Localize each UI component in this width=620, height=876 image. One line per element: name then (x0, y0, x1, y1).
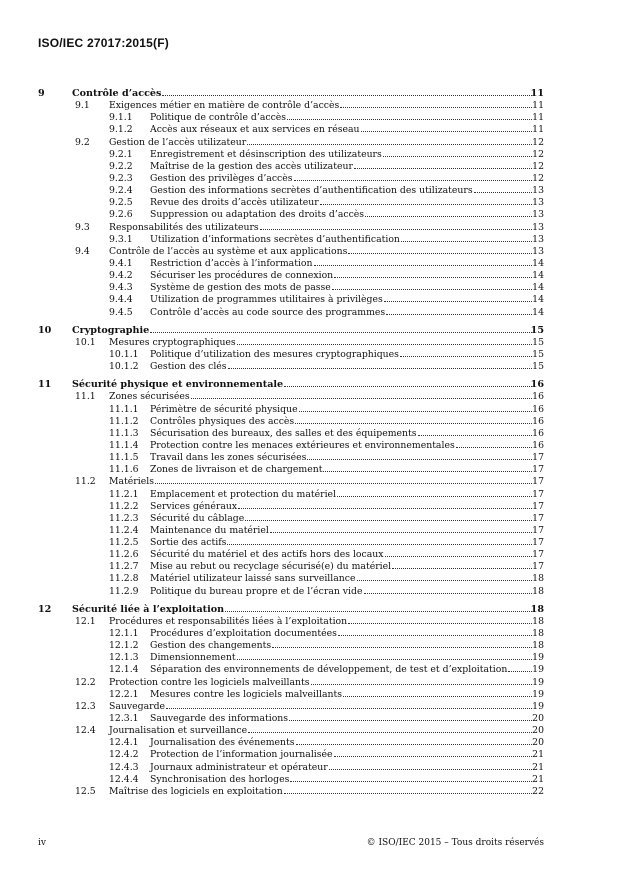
toc-entry-title: Contrôle de l’accès au système et aux applications (109, 245, 348, 257)
dot-leader (290, 781, 532, 782)
toc-entry-number: 9.2.2 (109, 160, 133, 172)
toc-entry[interactable] (38, 573, 544, 585)
toc-entry[interactable] (38, 258, 544, 270)
dot-leader (260, 229, 532, 230)
toc-entry-number: 12.2.1 (109, 688, 139, 700)
dot-leader (247, 144, 532, 145)
toc-entry[interactable] (38, 349, 544, 361)
toc-entry-page: 12 (532, 148, 544, 160)
toc-entry-title: Zones sécurisées (109, 391, 190, 403)
toc-entry-page: 13 (532, 221, 544, 233)
toc-entry-number: 12.2 (75, 676, 96, 688)
dot-leader (348, 623, 532, 624)
toc-entry-title: Gestion des clés (150, 361, 227, 373)
toc-entry-title: Sécurité du matériel et des actifs hors des locaux (150, 549, 384, 561)
toc-entry-page: 11 (532, 124, 544, 136)
toc-entry-number: 9.2.6 (109, 209, 133, 221)
toc-entry-number: 12.3 (75, 700, 96, 712)
toc-entry-title: Utilization de programmes utilitaires à privilèges (150, 294, 383, 306)
toc-entry-number: 12.4.1 (109, 737, 139, 749)
toc-entry-page: 17 (532, 524, 544, 536)
toc-entry-title: Mise au rebut ou recyclage sécurisé(e) du matériel (150, 561, 392, 573)
toc-entry[interactable] (38, 88, 544, 100)
dot-leader (348, 253, 532, 254)
dot-leader (284, 386, 532, 387)
dot-leader (237, 659, 532, 660)
dot-leader (284, 793, 532, 794)
toc-entry[interactable] (38, 416, 544, 428)
dot-leader (296, 744, 532, 745)
dot-leader (162, 95, 532, 96)
toc-entry-title: Matériels (109, 476, 154, 488)
dot-leader (307, 459, 532, 460)
dot-leader (332, 289, 532, 290)
toc-entry-title: Dimensionnement (150, 652, 236, 664)
toc-entry[interactable] (38, 786, 544, 798)
toc-entry[interactable] (38, 246, 544, 258)
toc-entry-title: Sortie des actifs (150, 537, 227, 549)
toc-entry-number: 12.4.2 (109, 749, 139, 761)
toc-entry-title: Maîtrise des logiciels en exploitation (109, 785, 283, 797)
toc-entry[interactable] (38, 476, 544, 488)
page-footer (38, 838, 544, 850)
dot-leader (456, 447, 532, 448)
dot-leader (385, 556, 533, 557)
toc-entry-title: Maîtrise de la gestion des accès utilizateur (150, 160, 353, 172)
page-number: iv (38, 838, 46, 848)
toc-entry-number: 12.1 (75, 615, 96, 627)
toc-entry-number: 9.2 (75, 136, 90, 148)
toc-entry[interactable] (38, 749, 544, 761)
toc-entry-number: 12.4.4 (109, 773, 139, 785)
toc-entry[interactable] (38, 701, 544, 713)
toc-entry-title: Sauvegarde (109, 700, 166, 712)
toc-entry-title: Exigences métier en matière de contrôle d’accès (109, 100, 340, 112)
toc-entry-number: 11.1.5 (109, 452, 139, 464)
toc-entry-page: 16 (532, 403, 544, 415)
toc-entry-title: Emplacement et protection du matériel (150, 488, 337, 500)
toc-entry-number: 11.2.1 (109, 488, 139, 500)
toc-entry-page: 11 (532, 100, 544, 112)
dot-leader (329, 769, 532, 770)
copyright-notice: © ISO/IEC 2015 – Tous droits réservés (366, 838, 544, 848)
toc-entry-page: 17 (532, 488, 544, 500)
dot-leader (338, 635, 532, 636)
toc-entry-page: 19 (532, 652, 544, 664)
toc-entry-page: 18 (532, 615, 544, 627)
toc-entry[interactable] (38, 379, 544, 391)
toc-entry-page: 17 (532, 549, 544, 561)
toc-entry-number: 12.5 (75, 785, 96, 797)
dot-leader (248, 732, 532, 733)
toc-entry[interactable] (38, 325, 544, 337)
toc-entry[interactable] (38, 616, 544, 628)
dot-leader (340, 107, 532, 108)
toc-entry-title: Sauvegarde des informations (150, 713, 289, 725)
dot-leader (323, 471, 532, 472)
toc-entry[interactable] (38, 222, 544, 234)
dot-leader (299, 411, 532, 412)
toc-entry-page: 13 (532, 185, 544, 197)
toc-entry-page: 12 (532, 136, 544, 148)
toc-entry-title: Journaux administrateur et opérateur (150, 761, 328, 773)
toc-entry-title: Gestion des changements (150, 640, 272, 652)
dot-leader (392, 568, 532, 569)
toc-entry[interactable] (38, 452, 544, 464)
toc-entry-title: Contrôle d’accès (72, 88, 162, 99)
toc-entry-number: 12.4.3 (109, 761, 139, 773)
toc-entry-page: 20 (532, 713, 544, 725)
toc-entry[interactable] (38, 549, 544, 561)
toc-entry-page: 18 (532, 628, 544, 640)
toc-entry[interactable] (38, 713, 544, 725)
toc-entry[interactable] (38, 677, 544, 689)
dot-leader (227, 544, 532, 545)
document-id-header: ISO/IEC 27017:2015(F) (38, 36, 169, 50)
dot-leader (364, 593, 533, 594)
dot-leader (383, 156, 532, 157)
toc-entry-title: Synchronisation des horloges (150, 773, 290, 785)
toc-entry-number: 9.2.3 (109, 172, 133, 184)
toc-entry[interactable] (38, 774, 544, 786)
toc-entry[interactable] (38, 640, 544, 652)
toc-entry[interactable] (38, 664, 544, 676)
toc-entry-number: 11.1.6 (109, 464, 139, 476)
toc-entry-number: 12 (38, 603, 52, 615)
toc-entry[interactable] (38, 737, 544, 749)
toc-entry-number: 9 (38, 88, 45, 99)
toc-entry-page: 18 (532, 573, 544, 585)
dot-leader (401, 241, 532, 242)
toc-entry-number: 10.1.2 (109, 361, 139, 373)
toc-entry-title: Zones de livraison et de chargement (150, 464, 323, 476)
toc-entry-number: 9.4.3 (109, 282, 133, 294)
toc-entry-title: Sécurité liée à l’exploitation (72, 603, 225, 615)
toc-entry-number: 9.4 (75, 245, 90, 257)
toc-entry-title: Politique d’utilization des mesures cryptographiques (150, 348, 399, 360)
toc-entry-number: 9.3.1 (109, 233, 133, 245)
toc-entry-number: 11.2.4 (109, 524, 139, 536)
toc-entry-page: 11 (532, 112, 544, 124)
toc-entry-title: Responsabilités des utilizateurs (109, 221, 259, 233)
toc-entry-title: Enregistrement et désinscription des utilizateurs (150, 148, 382, 160)
toc-entry[interactable] (38, 149, 544, 161)
toc-entry[interactable] (38, 513, 544, 525)
toc-entry-page: 21 (532, 761, 544, 773)
toc-entry-page: 13 (532, 233, 544, 245)
dot-leader (166, 708, 532, 709)
toc-entry[interactable] (38, 112, 544, 124)
toc-entry-page: 15 (530, 324, 544, 336)
toc-entry-title: Services généraux (150, 500, 238, 512)
toc-entry-title: Revue des droits d’accès utilizateur (150, 197, 319, 209)
toc-entry-page: 16 (532, 415, 544, 427)
toc-entry[interactable] (38, 173, 544, 185)
dot-leader (354, 168, 532, 169)
toc-entry-page: 15 (532, 348, 544, 360)
dot-leader (343, 696, 532, 697)
toc-entry[interactable] (38, 209, 544, 221)
toc-entry-number: 9.1.1 (109, 112, 133, 124)
dot-leader (238, 508, 532, 509)
dot-leader (270, 532, 532, 533)
toc-entry[interactable] (38, 525, 544, 537)
toc-entry-title: Contrôle d’accès au code source des programmes (150, 306, 386, 318)
toc-entry-page: 17 (532, 500, 544, 512)
toc-entry-title: Sécuriser les procédures de connexion (150, 270, 334, 282)
toc-entry-title: Utilization d’informations secrètes d’authentification (150, 233, 400, 245)
toc-entry[interactable] (38, 234, 544, 246)
toc-entry-page: 13 (532, 209, 544, 221)
toc-entry[interactable] (38, 391, 544, 403)
toc-entry-number: 9.4.5 (109, 306, 133, 318)
toc-entry-number: 12.3.1 (109, 713, 139, 725)
toc-entry-page: 18 (532, 640, 544, 652)
toc-entry-page: 11 (530, 88, 544, 99)
toc-entry-title: Journalisation et surveillance (109, 725, 248, 737)
dot-leader (237, 344, 532, 345)
dot-leader (365, 216, 532, 217)
toc-entry-title: Mesures cryptographiques (109, 336, 236, 348)
toc-entry[interactable] (38, 652, 544, 664)
toc-entry-number: 11.2.6 (109, 549, 139, 561)
toc-entry-title: Suppression ou adaptation des droits d’accès (150, 209, 365, 221)
toc-entry-number: 9.3 (75, 221, 90, 233)
toc-entry-number: 12.1.2 (109, 640, 139, 652)
toc-entry[interactable] (38, 404, 544, 416)
toc-entry[interactable] (38, 537, 544, 549)
dot-leader (320, 204, 532, 205)
toc-entry[interactable] (38, 270, 544, 282)
toc-entry[interactable] (38, 307, 544, 319)
dot-leader (245, 520, 532, 521)
toc-entry-page: 19 (532, 676, 544, 688)
toc-entry-page: 20 (532, 737, 544, 749)
toc-entry[interactable] (38, 489, 544, 501)
dot-leader (357, 580, 533, 581)
toc-entry-page: 20 (532, 725, 544, 737)
toc-entry-page: 16 (530, 379, 544, 391)
toc-entry-number: 9.2.4 (109, 185, 133, 197)
toc-entry[interactable] (38, 464, 544, 476)
toc-entry-title: Sécurité physique et environnementale (72, 379, 284, 391)
dot-leader (400, 356, 532, 357)
toc-entry-title: Politique du bureau propre et de l’écran vide (150, 585, 363, 597)
toc-entry-number: 9.1 (75, 100, 90, 112)
toc-entry-title: Restriction d’accès à l’information (150, 257, 313, 269)
toc-entry[interactable] (38, 762, 544, 774)
toc-entry-title: Accès aux réseaux et aux services en réseau (150, 124, 360, 136)
toc-entry-page: 19 (532, 664, 544, 676)
toc-entry-title: Protection contre les menaces extérieures et environnementales (150, 439, 455, 451)
toc-entry[interactable] (38, 185, 544, 197)
dot-leader (287, 119, 532, 120)
toc-entry-page: 13 (532, 197, 544, 209)
toc-entry-number: 11.1 (75, 391, 96, 403)
dot-leader (295, 423, 532, 424)
toc-entry[interactable] (38, 501, 544, 513)
toc-entry-page: 17 (532, 561, 544, 573)
toc-entry-page: 21 (532, 749, 544, 761)
toc-entry[interactable] (38, 100, 544, 112)
toc-entry-number: 10.1.1 (109, 348, 139, 360)
toc-entry[interactable] (38, 337, 544, 349)
toc-entry-number: 11.1.1 (109, 403, 139, 415)
toc-entry-title: Gestion des privilèges d’accès (150, 172, 293, 184)
toc-entry-title: Sécurité du câblage (150, 512, 245, 524)
toc-entry-number: 9.4.2 (109, 270, 133, 282)
dot-leader (225, 611, 532, 612)
toc-entry-number: 12.1.4 (109, 664, 139, 676)
toc-entry-title: Contrôles physiques des accès (150, 415, 295, 427)
toc-entry-title: Politique de contrôle d’accès (150, 112, 287, 124)
toc-entry-number: 11.2.9 (109, 585, 139, 597)
toc-entry-page: 15 (532, 361, 544, 373)
toc-entry-title: Cryptographie (72, 324, 150, 336)
dot-leader (314, 265, 533, 266)
toc-entry-number: 9.1.2 (109, 124, 133, 136)
toc-entry-title: Gestion des informations secrètes d’authentification des utilizateurs (150, 185, 473, 197)
toc-entry-number: 12.1.1 (109, 628, 139, 640)
toc-entry-title: Gestion de l’accès utilizateur (109, 136, 247, 148)
toc-entry[interactable] (38, 361, 544, 373)
toc-entry[interactable] (38, 428, 544, 440)
toc-entry-number: 11.2.8 (109, 573, 139, 585)
toc-entry-title: Maintenance du matériel (150, 524, 269, 536)
toc-entry-page: 19 (532, 700, 544, 712)
dot-leader (155, 483, 532, 484)
toc-entry-number: 9.2.5 (109, 197, 133, 209)
toc-entry-page: 12 (532, 172, 544, 184)
dot-leader (294, 180, 532, 181)
toc-entry-page: 12 (532, 160, 544, 172)
toc-entry-number: 11.2 (75, 476, 96, 488)
toc-entry-number: 11.2.5 (109, 537, 139, 549)
toc-entry-number: 12.1.3 (109, 652, 139, 664)
dot-leader (191, 398, 532, 399)
dot-leader (334, 277, 532, 278)
toc-entry-page: 14 (532, 294, 544, 306)
toc-entry[interactable] (38, 137, 544, 149)
toc-entry-number: 11.2.7 (109, 561, 139, 573)
dot-leader (228, 368, 532, 369)
toc-entry-title: Procédures et responsabilités liées à l’exploitation (109, 615, 348, 627)
toc-entry-page: 16 (532, 391, 544, 403)
toc-entry-number: 11.2.3 (109, 512, 139, 524)
toc-entry-title: Journalisation des événements (150, 737, 295, 749)
toc-entry-page: 17 (532, 452, 544, 464)
toc-entry[interactable] (38, 561, 544, 573)
toc-entry-number: 12.4 (75, 725, 96, 737)
toc-entry[interactable] (38, 604, 544, 616)
toc-entry[interactable] (38, 294, 544, 306)
dot-leader (289, 720, 532, 721)
toc-entry-number: 11 (38, 379, 52, 391)
toc-entry-page: 21 (532, 773, 544, 785)
toc-entry-title: Périmètre de sécurité physique (150, 403, 298, 415)
toc-entry-number: 9.4.1 (109, 257, 133, 269)
dot-leader (361, 131, 532, 132)
toc-entry-page: 14 (532, 257, 544, 269)
toc-entry-number: 11.2.2 (109, 500, 139, 512)
toc-entry-page: 18 (532, 585, 544, 597)
toc-entry-title: Protection de l’information journalisée (150, 749, 333, 761)
dot-leader (337, 496, 532, 497)
toc-entry-title: Mesures contre les logiciels malveillants (150, 688, 343, 700)
toc-entry-number: 10.1 (75, 336, 96, 348)
toc-entry-number: 11.1.4 (109, 439, 139, 451)
toc-entry-page: 13 (532, 245, 544, 257)
dot-leader (384, 301, 532, 302)
toc-entry-number: 9.4.4 (109, 294, 133, 306)
toc-entry-page: 17 (532, 512, 544, 524)
toc-entry-title: Travail dans les zones sécurisées (150, 452, 307, 464)
toc-entry-page: 19 (532, 688, 544, 700)
dot-leader (150, 332, 532, 333)
table-of-contents (38, 88, 544, 798)
toc-entry-page: 15 (532, 336, 544, 348)
toc-entry-page: 14 (532, 282, 544, 294)
toc-entry-number: 10 (38, 324, 52, 336)
toc-entry-number: 11.1.2 (109, 415, 139, 427)
toc-entry[interactable] (38, 725, 544, 737)
toc-entry[interactable] (38, 689, 544, 701)
toc-entry-page: 14 (532, 270, 544, 282)
toc-entry-page: 18 (530, 603, 544, 615)
dot-leader (418, 435, 532, 436)
toc-entry-page: 22 (532, 785, 544, 797)
toc-entry-title: Matériel utilizateur laissé sans surveillance (150, 573, 356, 585)
dot-leader (334, 756, 532, 757)
toc-entry-page: 16 (532, 427, 544, 439)
toc-entry[interactable] (38, 197, 544, 209)
toc-entry-page: 16 (532, 439, 544, 451)
toc-entry-page: 14 (532, 306, 544, 318)
toc-entry-title: Système de gestion des mots de passe (150, 282, 331, 294)
toc-entry[interactable] (38, 586, 544, 598)
toc-entry-number: 11.1.3 (109, 427, 139, 439)
toc-entry-title: Protection contre les logiciels malveillants (109, 676, 310, 688)
dot-leader (272, 647, 532, 648)
toc-entry-number: 9.2.1 (109, 148, 133, 160)
toc-entry[interactable] (38, 440, 544, 452)
toc-entry-title: Procédures d’exploitation documentées (150, 628, 337, 640)
dot-leader (386, 314, 532, 315)
toc-entry[interactable] (38, 628, 544, 640)
toc-entry[interactable] (38, 282, 544, 294)
toc-entry[interactable] (38, 124, 544, 136)
dot-leader (311, 684, 532, 685)
toc-entry-page: 17 (532, 464, 544, 476)
dot-leader (508, 671, 532, 672)
toc-entry-page: 17 (532, 537, 544, 549)
toc-entry-page: 17 (532, 476, 544, 488)
toc-entry-title: Séparation des environnements de développement, de test et d’exploitation (150, 664, 508, 676)
toc-entry[interactable] (38, 161, 544, 173)
toc-entry-title: Sécurisation des bureaux, des salles et des équipements (150, 427, 417, 439)
dot-leader (474, 192, 532, 193)
